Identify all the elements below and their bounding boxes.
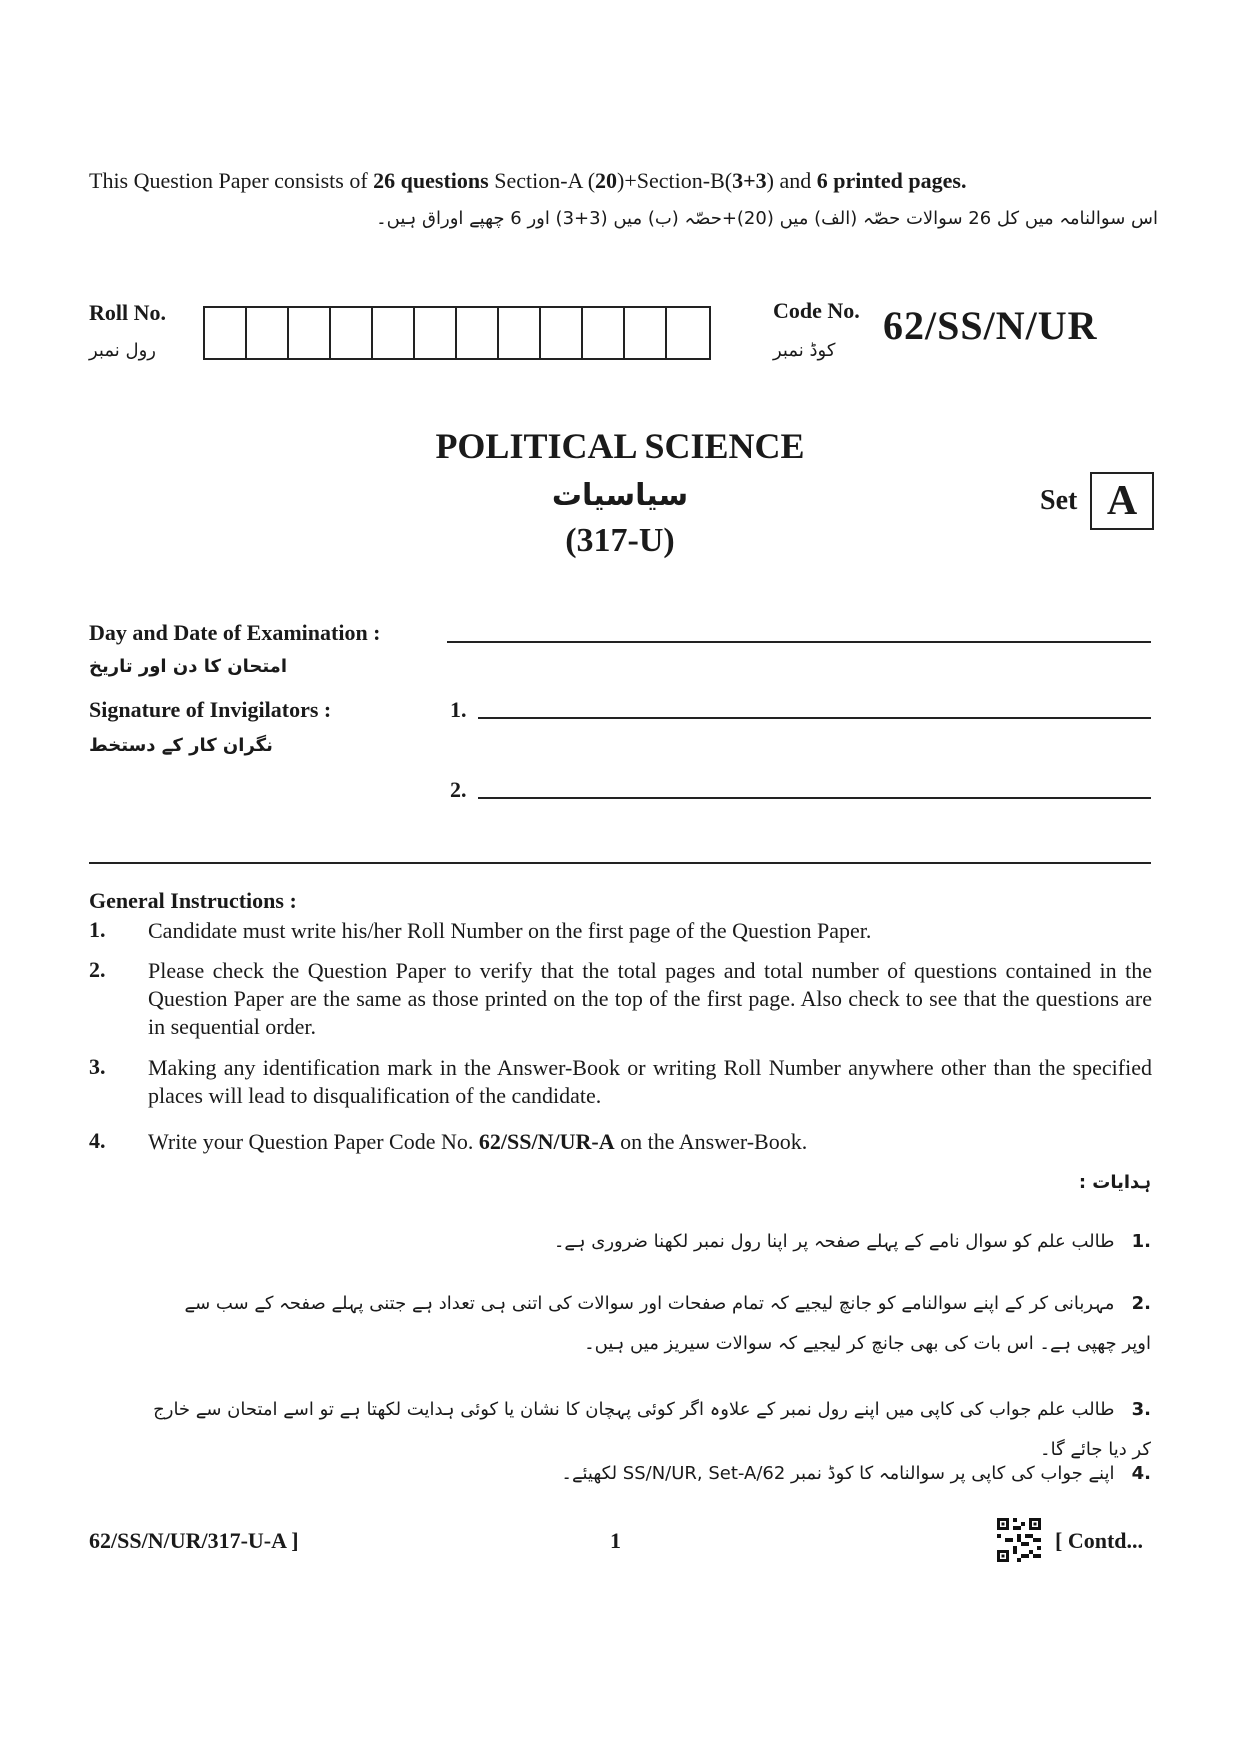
paper-code-reference: 62/SS/N/UR-A: [478, 1129, 615, 1154]
section-a-count: 20: [595, 168, 618, 193]
set-label: Set: [1040, 485, 1078, 516]
page-count: 6 printed pages.: [816, 168, 967, 193]
signature-2-line[interactable]: [478, 797, 1151, 799]
urdu-instructions-heading: ہدایات :: [1078, 1172, 1151, 1193]
instruction-text: [148, 1128, 1152, 1156]
qr-code-icon: [997, 1518, 1041, 1562]
subject-title: POLITICAL SCIENCE: [435, 426, 805, 466]
signature-1-line[interactable]: [478, 717, 1151, 719]
instruction-text: Candidate must write his/her Roll Number on the first page of the Question Paper.: [148, 918, 872, 943]
section-b-count: 3+3: [732, 168, 767, 193]
exam-date-label: Day and Date of Examination :: [89, 620, 381, 645]
urdu-instruction-text: طالب علم کو سوال نامے کے پہلے صفحہ پر اپنا رول نمبر لکھنا ضروری ہے۔: [553, 1231, 1115, 1252]
code-number-label-urdu: کوڈ نمبر: [773, 340, 836, 361]
roll-number-box[interactable]: [583, 308, 625, 358]
subject-title-urdu: سیاسیات: [551, 478, 689, 513]
instruction-text-part: on the Answer-Book.: [614, 1129, 808, 1154]
invigilators-label-urdu: نگران کار کے دستخط: [89, 735, 273, 756]
roll-number-label: Roll No.: [89, 300, 166, 325]
signature-1-number: 1.: [450, 697, 467, 722]
roll-number-box[interactable]: [541, 308, 583, 358]
set-value-box: A: [1090, 472, 1154, 530]
instruction-text-part: Write your Question Paper Code No.: [148, 1129, 479, 1154]
roll-number-box[interactable]: [373, 308, 415, 358]
subject-code: (317-U): [565, 522, 675, 559]
urdu-instruction-number: .1: [1131, 1231, 1151, 1252]
instruction-text: Please check the Question Paper to verify that the total pages and total number of questions contained in the Question Paper are the same as those printed on the top of the first page. Also check to see that the questions are in sequential order.: [148, 958, 1152, 1039]
roll-number-box[interactable]: [247, 308, 289, 358]
summary-text: This Question Paper consists of: [89, 168, 374, 193]
roll-number-boxes[interactable]: [203, 306, 711, 360]
instruction-number: 3.: [89, 1054, 106, 1079]
instruction-number: 1.: [89, 917, 106, 942]
instruction-number: 2.: [89, 957, 106, 982]
signature-2-number: 2.: [450, 777, 467, 802]
roll-number-box[interactable]: [457, 308, 499, 358]
roll-number-box[interactable]: [205, 308, 247, 358]
continued-marker: [ Contd...: [1055, 1528, 1144, 1553]
summary-text: )+Section-B(: [617, 168, 733, 193]
urdu-instruction-number: .2: [1131, 1293, 1151, 1314]
page-number: 1: [610, 1528, 621, 1553]
code-number-label: Code No.: [773, 298, 860, 323]
roll-number-box[interactable]: [331, 308, 373, 358]
roll-number-box[interactable]: [289, 308, 331, 358]
summary-text: ) and: [766, 168, 817, 193]
urdu-instruction-text: مہربانی کر کے اپنے سوالنامے کو جانچ لیجیے کہ تمام صفحات اور سوالات کی اتنی ہی تعداد ہے جتنی پہلے صفحہ کے سب سے اوپر چھپی ہے۔ اس بات کی بھی جانچ کر لیجیے کہ سوالات سیریز میں ہیں۔: [184, 1293, 1151, 1354]
roll-number-box[interactable]: [415, 308, 457, 358]
section-divider: [89, 862, 1151, 864]
invigilators-label: Signature of Invigilators :: [89, 697, 332, 722]
code-number-value: 62/SS/N/UR: [883, 303, 1098, 348]
urdu-instruction-text: اپنے جواب کی کاپی پر سوالنامہ کا کوڈ نمبر 62/SS/N/UR, Set-A لکھیئے۔: [561, 1463, 1115, 1484]
instructions-heading: General Instructions :: [89, 888, 297, 913]
paper-summary: [89, 168, 966, 194]
instruction-number: 4.: [89, 1128, 106, 1153]
question-count: 26 questions: [373, 168, 489, 193]
instruction-text: Making any identification mark in the Answer-Book or writing Roll Number anywhere other than the specified places will lead to disqualification of the candidate.: [148, 1055, 1152, 1108]
urdu-instruction: [151, 1454, 1151, 1494]
urdu-instruction: [151, 1284, 1151, 1364]
urdu-instruction-text: طالب علم جواب کی کاپی میں اپنے رول نمبر کے علاوہ اگر کوئی پہچان کا نشان یا کوئی ہدایت لکھتا ہے تو اسے امتحان سے خارج کر دیا جائے گا۔: [153, 1399, 1151, 1460]
footer-paper-code: 62/SS/N/UR/317-U-A ]: [89, 1528, 299, 1553]
exam-date-line[interactable]: [447, 641, 1151, 643]
roll-number-box[interactable]: [667, 308, 709, 358]
summary-text: Section-A (: [488, 168, 596, 193]
roll-number-label-urdu: رول نمبر: [89, 340, 156, 361]
urdu-instruction: [151, 1222, 1151, 1262]
urdu-instruction-number: .3: [1131, 1399, 1151, 1420]
urdu-instruction-number: .4: [1131, 1463, 1151, 1484]
paper-summary-urdu: اس سوالنامہ میں کل 26 سوالات حصّہ (الف) میں (20)+حصّہ (ب) میں (3+3) اور 6 چھپے اوراق ہیں۔: [376, 208, 1158, 229]
roll-number-box[interactable]: [499, 308, 541, 358]
roll-number-box[interactable]: [625, 308, 667, 358]
exam-date-label-urdu: امتحان کا دن اور تاریخ: [89, 656, 287, 677]
